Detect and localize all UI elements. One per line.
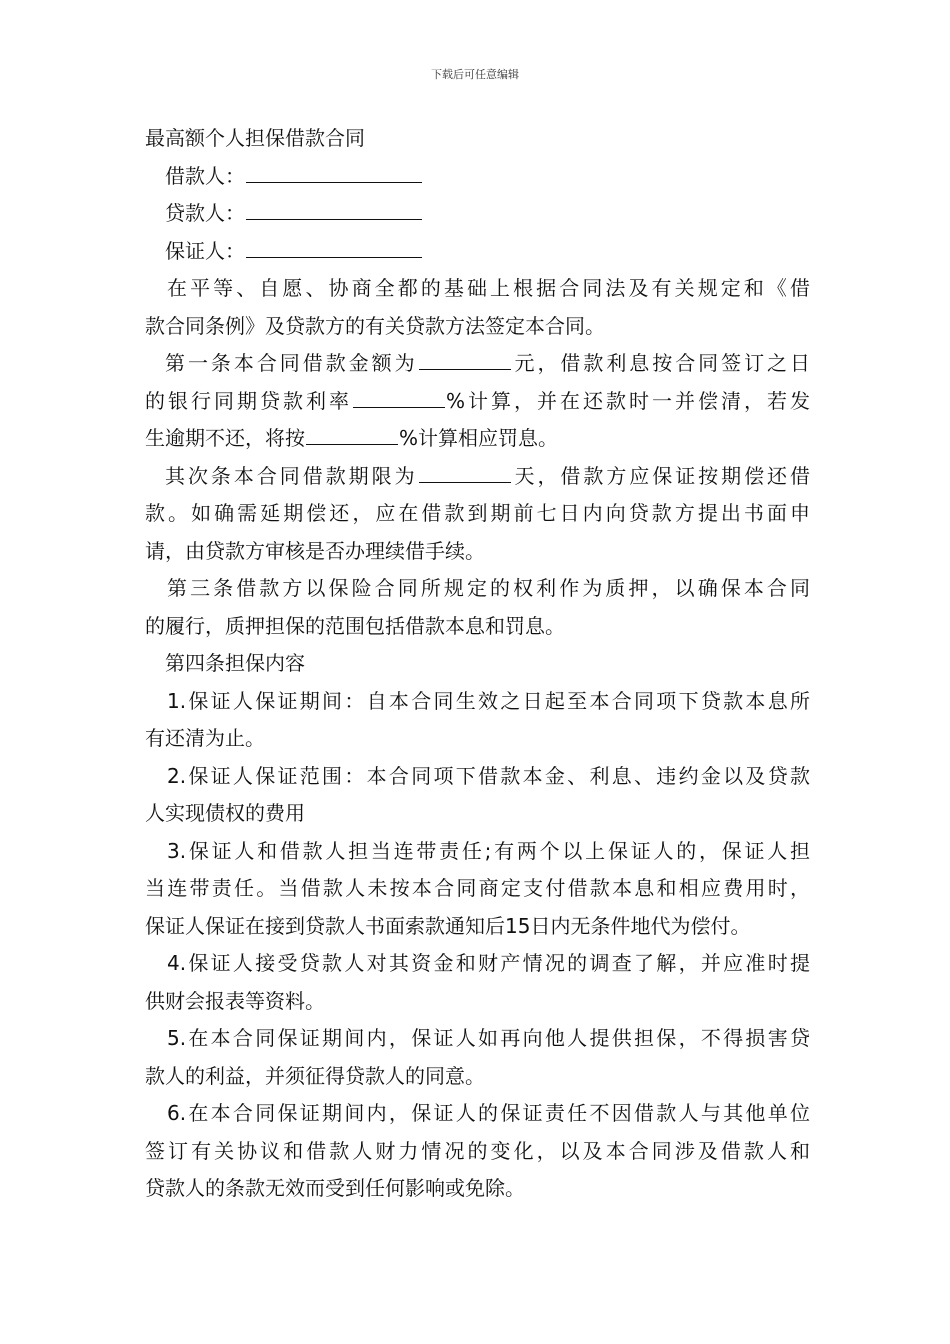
item-5-line-1: 5.在本合同保证期间内，保证人如再向他人提供担保，不得损害贷 [167,1026,810,1050]
guarantor-label: 保证人： [165,238,245,263]
lender-label: 贷款人： [165,201,245,225]
penalty-rate-blank [306,420,398,445]
loan-term-blank [419,458,511,483]
article-4-title: 第四条担保内容 [165,651,305,675]
article-1-line-1 [145,345,810,383]
article-1-line-3 [145,420,810,458]
loan-amount-blank [419,345,511,370]
borrower-line [145,158,810,196]
article-2-line-3: 请，由贷款方审核是否办理续借手续。 [145,538,485,563]
interest-rate-blank [353,383,445,408]
item-2-line-2: 人实现债权的费用 [145,801,305,825]
article-2-text: 天，借款方应保证按期偿还借 [511,463,811,488]
guarantor-line [145,233,810,271]
article-1-text: 的银行同期贷款利率 [145,388,352,413]
page-header: 下载后可任意编辑 [431,68,519,81]
article-1-text: %计算，并在还款时一并偿清，若发 [446,388,810,413]
article-1-text: 元，借款利息按合同签订之日 [511,351,811,375]
article-2-text: 其次条本合同借款期限为 [165,463,418,488]
article-1-text: %计算相应罚息。 [399,426,559,450]
article-3-line-1: 第三条借款方以保险合同所规定的权利作为质押，以确保本合同 [167,576,810,600]
item-2-line-1: 2.保证人保证范围：本合同项下借款本金、利息、违约金以及贷款 [167,763,810,788]
article-2-line-2: 款。如确需延期偿还，应在借款到期前七日内向贷款方提出书面申 [145,501,810,525]
item-6-line-1: 6.在本合同保证期间内，保证人的保证责任不因借款人与其他单位 [167,1101,810,1125]
item-6-line-2: 签订有关协议和借款人财力情况的变化，以及本合同涉及借款人和 [145,1138,810,1163]
intro-line-1: 在平等、自愿、协商全都的基础上根据合同法及有关规定和《借 [167,276,810,300]
guarantor-blank [246,233,422,258]
item-1-line-1: 1.保证人保证期间：自本合同生效之日起至本合同项下贷款本息所 [167,688,810,713]
item-3-line-3: 保证人保证在接到贷款人书面索款通知后15日内无条件地代为偿付。 [145,913,751,938]
item-4-line-1: 4.保证人接受贷款人对其资金和财产情况的调查了解，并应准时提 [167,951,810,975]
lender-blank [246,195,422,220]
article-1-text: 第一条本合同借款金额为 [165,351,418,375]
document-title: 最高额个人担保借款合同 [145,126,365,150]
item-1-line-2: 有还清为止。 [145,726,265,750]
item-6-line-3: 贷款人的条款无效而受到任何影响或免除。 [145,1176,525,1200]
article-1-line-2 [145,383,810,421]
article-2-line-1 [145,458,810,496]
lender-line [145,195,810,233]
item-5-line-2: 款人的利益，并须征得贷款人的同意。 [145,1063,485,1088]
item-3-line-1: 3.保证人和借款人担当连带责任;有两个以上保证人的，保证人担 [167,838,810,863]
article-1-text: 生逾期不还，将按 [145,426,305,450]
borrower-label: 借款人： [165,163,245,188]
borrower-blank [246,158,422,183]
article-3-line-2: 的履行，质押担保的范围包括借款本息和罚息。 [145,613,565,638]
document-body [145,120,810,1208]
intro-line-2: 款合同条例》及贷款方的有关贷款方法签定本合同。 [145,313,605,338]
item-4-line-2: 供财会报表等资料。 [145,988,325,1013]
item-3-line-2: 当连带责任。当借款人未按本合同商定支付借款本息和相应费用时， [145,876,810,900]
